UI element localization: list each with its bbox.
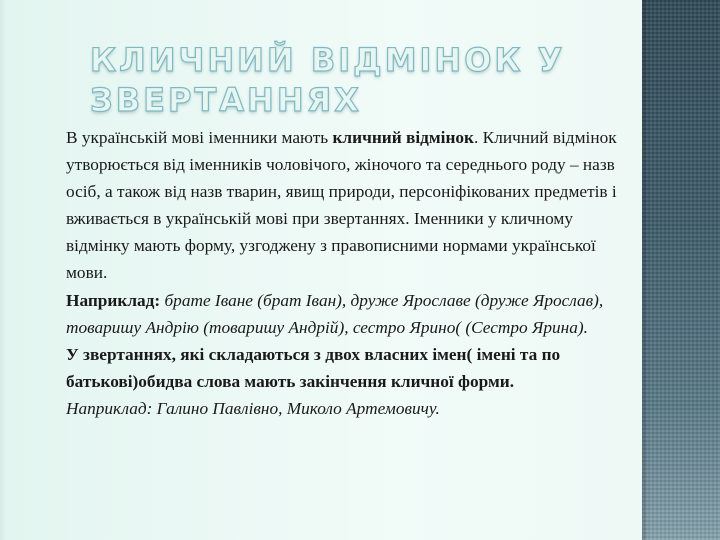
rule-paragraph: У звертаннях, які складаються з двох власних імен( імені та по батькові)обидва слова мають закінчення кличної форми. [66, 344, 561, 391]
example-text: брате Іване (брат Іван), друже Ярославе (друже Ярослав), товаришу Андрію (товаришу Андрій), сестро Ярино( (Сестро Ярина). [66, 290, 604, 337]
slide-body [66, 124, 622, 422]
example-label: Наприклад: [66, 290, 161, 310]
intro-text-start: В українській мові іменники мають [66, 128, 333, 147]
slide-title [90, 40, 610, 120]
slide-left-edge [0, 0, 6, 540]
intro-text-rest: . Кличний відмінок утворюється від іменників чоловічого, жіночого та середнього роду – назв осіб, а також від назв тварин, явищ природи, персоніфікованих предметів і вживається в українській мові при звертаннях. Іменники у кличному відмінку мають форму, узгоджену з правописними нормами української мови. [66, 128, 617, 283]
second-example-text: Наприклад: Галино Павлівно, Миколо Артемовичу. [66, 398, 440, 418]
slide-title-line-2: ЗВЕРТАННЯХ [90, 81, 362, 119]
example-paragraph [66, 287, 622, 341]
slide-title-line-1: КЛИЧНИЙ ВІДМІНОК У [90, 41, 566, 79]
intro-paragraph [66, 124, 622, 287]
decorative-side-band [642, 0, 720, 540]
intro-emphasis: кличний відмінок [332, 128, 475, 147]
second-example-paragraph [66, 395, 622, 422]
